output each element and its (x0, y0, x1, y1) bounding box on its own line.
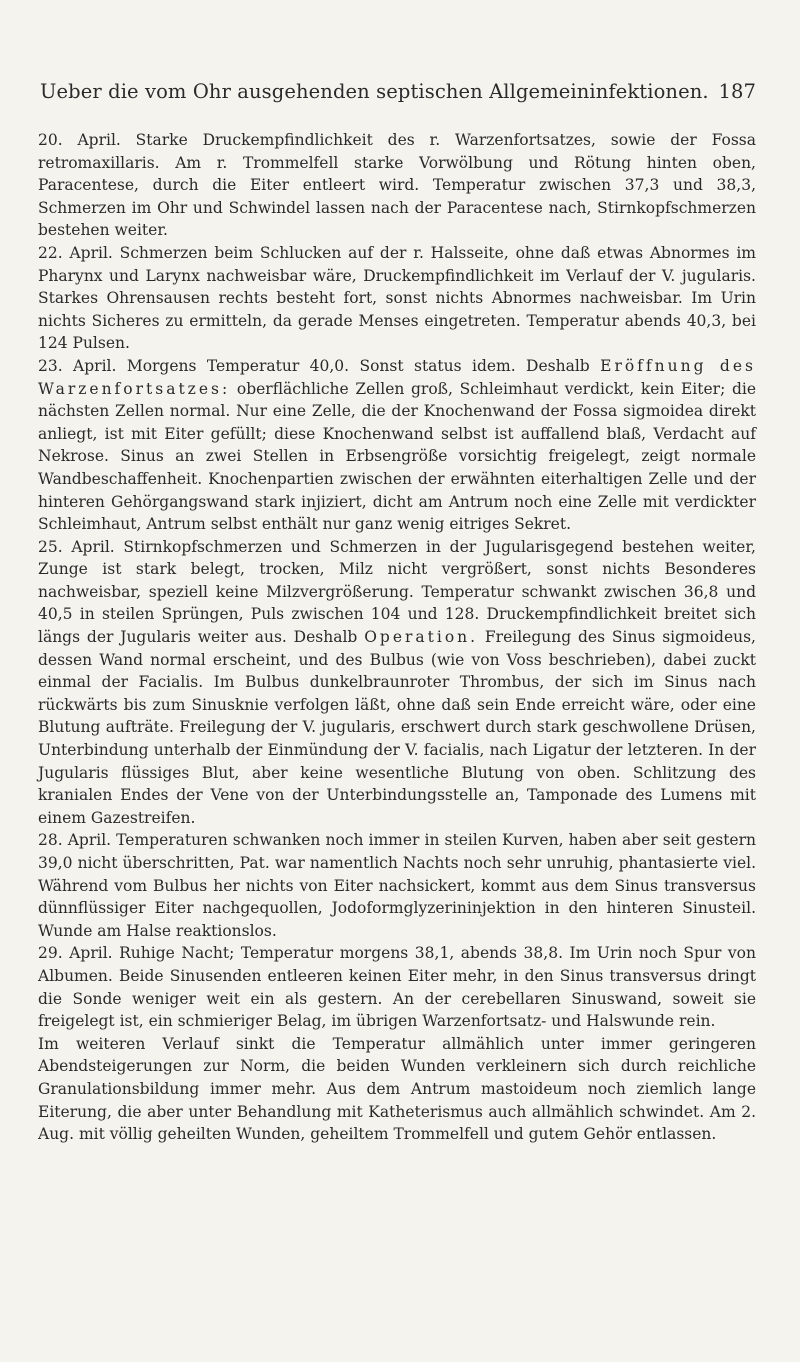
paragraph-text: Im weiteren Verlauf sinkt die Temperatur allmählich unter immer geringeren Abendsteigerungen zur Norm, die beiden Wunden verkleinern sich durch reichliche Granulationsbildung immer mehr. Aus dem Antrum mastoideum noch ziemlich lange Eiterung, die aber unter Behandlung mit Katheterismus auch allmählich schwindet. Am 2. Aug. mit völlig geheilten Wunden, geheiltem Trommelfell und gutem Gehör entlassen. (38, 1034, 756, 1144)
paragraph-text: Freilegung des Sinus sigmoideus, dessen Wand normal erscheint, und des Bulbus (wie von Voss beschrieben), dabei zuckt einmal der Facialis. Im Bulbus dunkelbraunroter Thrombus, der sich im Sinus nach rückwärts bis zum Sinusknie verfolgen läßt, ohne daß sein Ende erreicht wäre, oder eine Blutung aufträte. Freilegung der V. jugularis, erschwert durch stark geschwollene Drüsen, Unterbindung unterhalb der Einmündung der V. facialis, nach Ligatur der letzteren. In der Jugularis flüssiges Blut, aber keine wesentliche Blutung von oben. Schlitzung des kranialen Endes der Vene von der Unterbindungsstelle an, Tamponade des Lumens mit einem Gazestreifen. (38, 628, 756, 827)
paragraph-text: 29. April. Ruhige Nacht; Temperatur morgens 38,1, abends 38,8. Im Urin noch Spur von Albumen. Beide Sinusenden entleeren keinen Eiter mehr, in den Sinus transversus dringt die Sonde weniger weit ein als gestern. An der cerebellaren Sinuswand, soweit sie freigelegt ist, ein schmieriger Belag, im übrigen Warzenfortsatz- und Halswunde rein. (38, 944, 756, 1031)
running-head-title: Ueber die vom Ohr ausgehenden septischen Allgemeininfektionen. (40, 80, 709, 103)
spaced-heading: Eröffnung des Warzenfortsatzes: (38, 356, 756, 398)
paragraph-april-29 (38, 942, 756, 1032)
paragraph-april-28 (38, 829, 756, 942)
paragraph-further-course (38, 1033, 756, 1146)
paragraph-april-20 (38, 129, 756, 242)
paragraph-text: 28. April. Temperaturen schwanken noch immer in steilen Kurven, haben aber seit gestern 39,0 nicht überschritten, Pat. war namentlich Nachts noch sehr unruhig, phantasierte viel. Während vom Bulbus her nichts von Eiter nachsickert, kommt aus dem Sinus transversus dünnflüssiger Eiter nachgequollen, Jodoformglyzerininjektion in den hinteren Sinusteil. Wunde am Halse reaktionslos. (38, 831, 756, 940)
paragraph-text: 22. April. Schmerzen beim Schlucken auf der r. Halsseite, ohne daß etwas Abnormes im Pharynx und Larynx nachweisbar wäre, Druckempfindlichkeit im Verlauf der V. jugularis. Starkes Ohrensausen rechts besteht fort, sonst nichts Abnormes nachweisbar. Im Urin nichts Sicheres zu ermitteln, da gerade Menses eingetreten. Temperatur abends 40,3, bei 124 Pulsen. (38, 243, 756, 353)
page-number: 187 (718, 80, 756, 103)
running-head (38, 80, 756, 110)
paragraph-text: 20. April. Starke Druckempfindlichkeit des r. Warzenfortsatzes, sowie der Fossa retromaxillaris. Am r. Trommelfell starke Vorwölbung und Rötung hinten oben, Paracentese, durch die Eiter entleert wird. Temperatur zwischen 37,3 und 38,3, Schmerzen im Ohr und Schwindel lassen nach der Paracentese nach, Stirnkopfschmerzen bestehen weiter. (38, 131, 756, 240)
paragraph-lead: 23. April. Morgens Temperatur 40,0. Sonst status idem. Deshalb (38, 356, 590, 375)
paragraph-text: oberflächliche Zellen groß, Schleimhaut verdickt, kein Eiter; die nächsten Zellen normal. Nur eine Zelle, die der Knochenwand der Fossa sigmoidea direkt anliegt, ist mit Eiter gefüllt; diese Knochenwand selbst ist auffallend blaß, Verdacht auf Nekrose. Sinus an zwei Stellen in Erbsengröße vorsichtig freigelegt, zeigt normale Wandbeschaffenheit. Knochenpartien zwischen der erwähnten eiterhaltigen Zelle und der hinteren Gehörgangswand stark injiziert, dicht am Antrum noch eine Zelle mit verdickter Schleimhaut, Antrum selbst enthält nur ganz wenig eitriges Sekret. (38, 379, 756, 534)
body-text (38, 129, 756, 1146)
paragraph-april-22 (38, 242, 756, 355)
spaced-heading: Operation. (364, 628, 479, 647)
paragraph-april-25 (38, 536, 756, 830)
paragraph-lead: 25. April. Stirnkopfschmerzen und Schmerzen in der Jugularisgegend bestehen weiter, Zunge ist stark belegt, trocken, Milz nicht vergrößert, sonst nichts Besonderes nachweisbar, speziell keine Milzvergrößerung. Temperatur schwankt zwischen 36,8 und 40,5 in steilen Sprüngen, Puls zwischen 104 und 128. Druckempfindlichkeit breitet sich längs der Jugularis weiter aus. Deshalb (38, 537, 756, 647)
paragraph-april-23 (38, 355, 756, 536)
